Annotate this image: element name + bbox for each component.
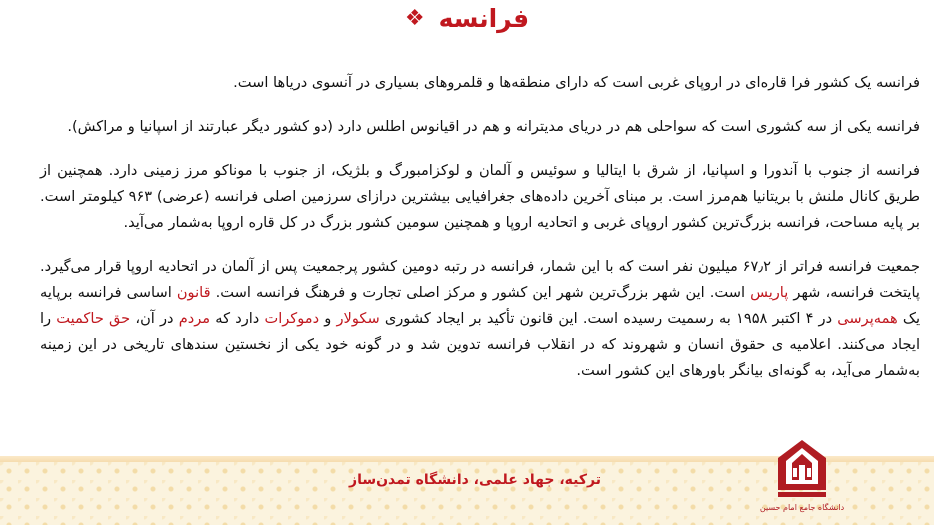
text-segment: اساسی فرانسه برپایه یک [40,284,921,327]
article-body [40,70,920,402]
university-emblem-icon [759,438,845,518]
text-segment: را ایجاد می‌کنند. اعلامیه ی حقوق انسان و شهروند که در انقلاب فرانسه تدوین شد و در گونه خود یکی از نخستین سندهای تاریخی در این زمینه به‌شمار می‌آید، به گونه‌ای بیانگر باورهای این کشور است. [40,310,920,379]
paragraph-4 [40,254,920,384]
text-segment: است. این شهر بزرگ‌ترین شهر این کشور و مرکز اصلی تجارت و فرهنگ فرانسه است. [210,284,751,301]
link-referendum[interactable]: همه‌پرسی [837,310,898,327]
logo-caption: دانشگاه جامع امام حسین [759,503,845,512]
link-secular[interactable]: سکولار [336,310,380,327]
text-segment: و [319,310,337,327]
text-segment: در آن، [130,310,179,327]
link-sovereignty[interactable]: حق حاکمیت [56,310,131,327]
text-segment: در ۴ اکتبر ۱۹۵۸ به رسمیت رسیده است. این قانون تأکید بر ایجاد کشوری [379,310,838,327]
link-people[interactable]: مردم [178,310,211,327]
link-democrat[interactable]: دموکرات [264,310,320,327]
paragraph-2: فرانسه یکی از سه کشوری است که سواحلی هم در دریای مدیترانه و هم در اقیانوس اطلس دارد (دو کشور دیگر عبارتند از اسپانیا و مراکش). [67,118,920,135]
title-bar [0,4,934,40]
text-segment: جمعیت فرانسه فراتر از ۶۷٫۲ میلیون نفر است که با این شمار، فرانسه در رتبه دومین کشور پرجمعیت پس از آلمان در اتحادیه اروپا قرار می‌گیرد. پایتخت فرانسه، شهر [40,258,921,301]
paragraph-1: فرانسه یک کشور فرا قاره‌ای در اروپای غربی است که دارای منطقه‌ها و قلمروهای بسیاری در آنسوی دریاها است. [233,74,920,91]
footer-caption: ترکیه، جهاد علمی، دانشگاه تمدن‌ساز [349,472,601,488]
link-paris[interactable]: پاریس [750,284,789,301]
paragraph-3: فرانسه از جنوب با آندورا و اسپانیا، از شرق با ایتالیا و سوئیس و آلمان و لوکزامبورگ و بلژیک، از جنوب با موناکو مرز زمینی دارد. همچنین از طریق کانال ملنش با بریتانیا هم‌مرز است. بر مبنای آخرین داده‌های جغرافیایی بیشترین درازای سرزمین اصلی فرانسه (عرضی) ۹۶۳ کیلومتر است. بر پایه مساحت، فرانسه بزرگ‌ترین کشور اروپای غربی و اتحادیه اروپا و همچنین سومین کشور بزرگ در کل قاره اروپا به‌شمار می‌آید. [40,162,920,231]
text-segment: دارد که [210,310,265,327]
page-title [405,4,529,33]
diamond-ornament-icon: ❖ [404,5,425,31]
link-law[interactable]: قانون [176,284,211,301]
title-text: فرانسه [438,4,530,33]
